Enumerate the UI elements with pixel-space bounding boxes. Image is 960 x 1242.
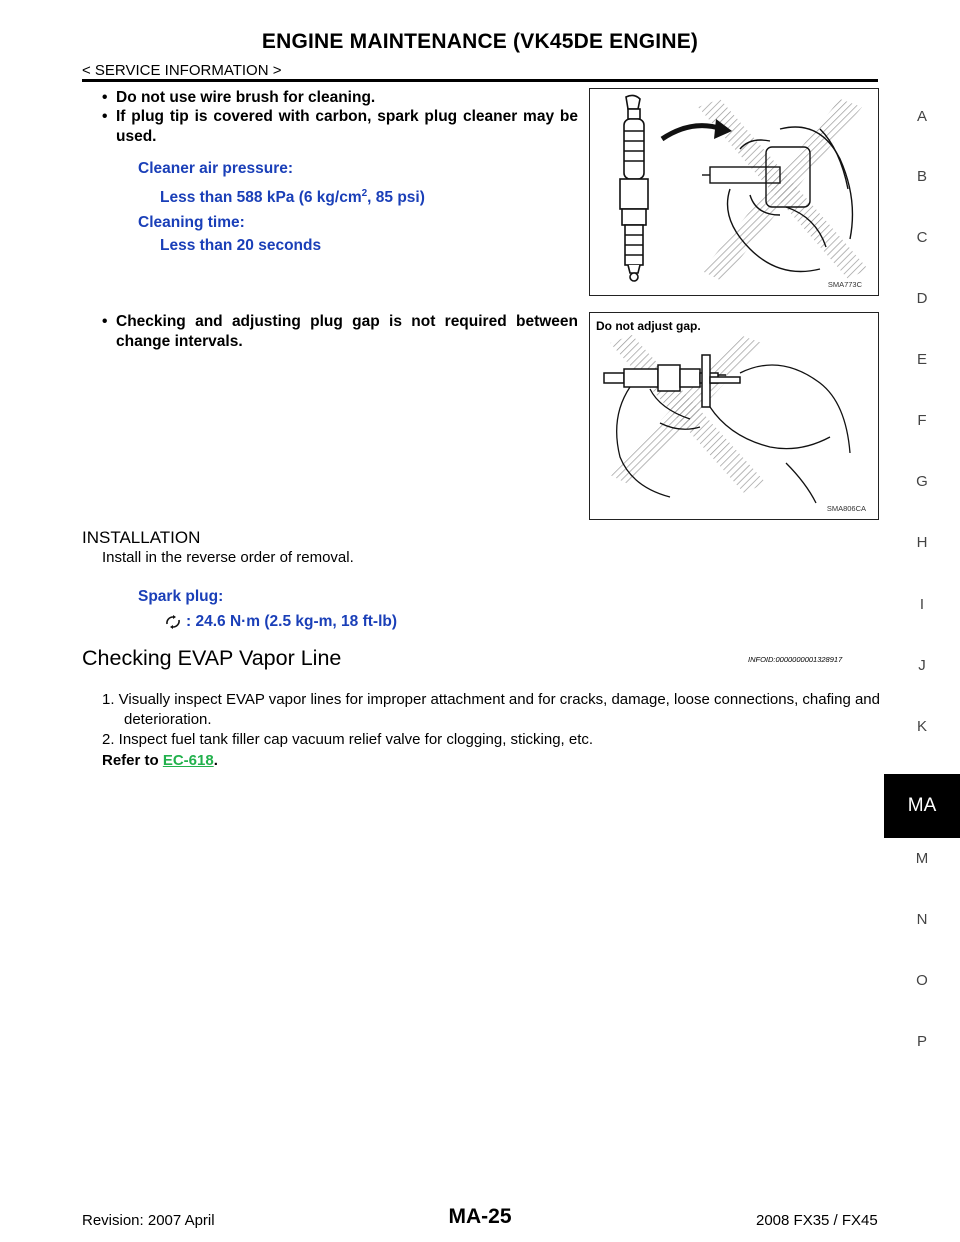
bullet-spark-plug-cleaner: • If plug tip is covered with carbon, spark plug cleaner may be used. (102, 108, 578, 145)
breadcrumb: < SERVICE INFORMATION > (82, 62, 282, 79)
sidebar-item-b[interactable]: B (916, 168, 927, 185)
evap-step-2: 2. Inspect fuel tank filler cap vacuum relief valve for clogging, sticking, etc. (102, 731, 594, 748)
page-number: MA-25 (448, 1205, 512, 1228)
refer-link-ec-618[interactable]: EC-618 (162, 752, 214, 769)
installation-heading: INSTALLATION (82, 528, 201, 547)
figure-spark-plug-cleaning (589, 88, 879, 296)
plug-gap-illustration (590, 313, 878, 519)
sidebar-item-i[interactable]: I (919, 596, 925, 613)
sidebar-item-h[interactable]: H (916, 534, 928, 551)
figure-do-not-adjust-gap (589, 312, 879, 520)
sidebar-item-o[interactable]: O (916, 972, 928, 989)
sidebar-item-c[interactable]: C (916, 229, 928, 246)
spec-cleaning-time-value: Less than 20 seconds (160, 237, 322, 254)
spec-cleaner-pressure-value: Less than 588 kPa (6 $kg/cm^2$, 85 psi) (160, 188, 425, 207)
section-heading-evap: Checking EVAP Vapor Line (82, 646, 342, 670)
sidebar-item-e[interactable]: E (916, 351, 927, 368)
footer-revision: Revision: 2007 April (82, 1212, 215, 1229)
sidebar-item-f[interactable]: F (917, 412, 927, 429)
sidebar-item-n[interactable]: N (916, 911, 928, 928)
spark-plug-cleaning-illustration (590, 89, 878, 295)
installation-body: Install in the reverse order of removal. (102, 549, 354, 566)
sidebar-item-a[interactable]: A (916, 108, 927, 125)
figure-code-sma773c: SMA773C (827, 280, 862, 289)
figure-code-sma806ca: SMA806CA (826, 504, 866, 513)
figure-caption-do-not-adjust-gap: Do not adjust gap. (596, 319, 701, 333)
header-rule (82, 79, 878, 82)
refer-line: Refer to EC-618. (102, 752, 218, 769)
spec-spark-plug-torque: : 24.6 N·m (2.5 kg-m, 18 ft-lb) (164, 613, 397, 631)
spec-cleaner-pressure-label: Cleaner air pressure: (138, 160, 294, 177)
spec-cleaning-time-label: Cleaning time: (138, 214, 245, 231)
sidebar-item-g[interactable]: G (916, 473, 928, 490)
bullet-no-wire-brush: • Do not use wire brush for cleaning. (102, 89, 376, 106)
evap-step-1: 1. Visually inspect EVAP vapor lines for improper attachment and for cracks, damage, loose connections, chafing and deterioration. (102, 691, 880, 728)
sidebar-item-d[interactable]: D (916, 290, 928, 307)
sidebar-item-p[interactable]: P (916, 1033, 927, 1050)
bullet-plug-gap: • Checking and adjusting plug gap is not required between change intervals. (102, 313, 578, 350)
torque-wrench-icon (164, 613, 182, 631)
sidebar-item-k[interactable]: K (916, 718, 927, 735)
footer-model: 2008 FX35 / FX45 (756, 1212, 878, 1229)
sidebar-item-j[interactable]: J (918, 657, 926, 674)
sidebar-item-m[interactable]: M (915, 850, 929, 867)
spec-spark-plug-label: Spark plug: (138, 588, 224, 605)
sidebar-item-ma-active[interactable]: MA (884, 774, 960, 838)
info-id: INFOID:0000000001328917 (748, 655, 843, 664)
page-title: ENGINE MAINTENANCE (VK45DE ENGINE) (261, 30, 699, 53)
